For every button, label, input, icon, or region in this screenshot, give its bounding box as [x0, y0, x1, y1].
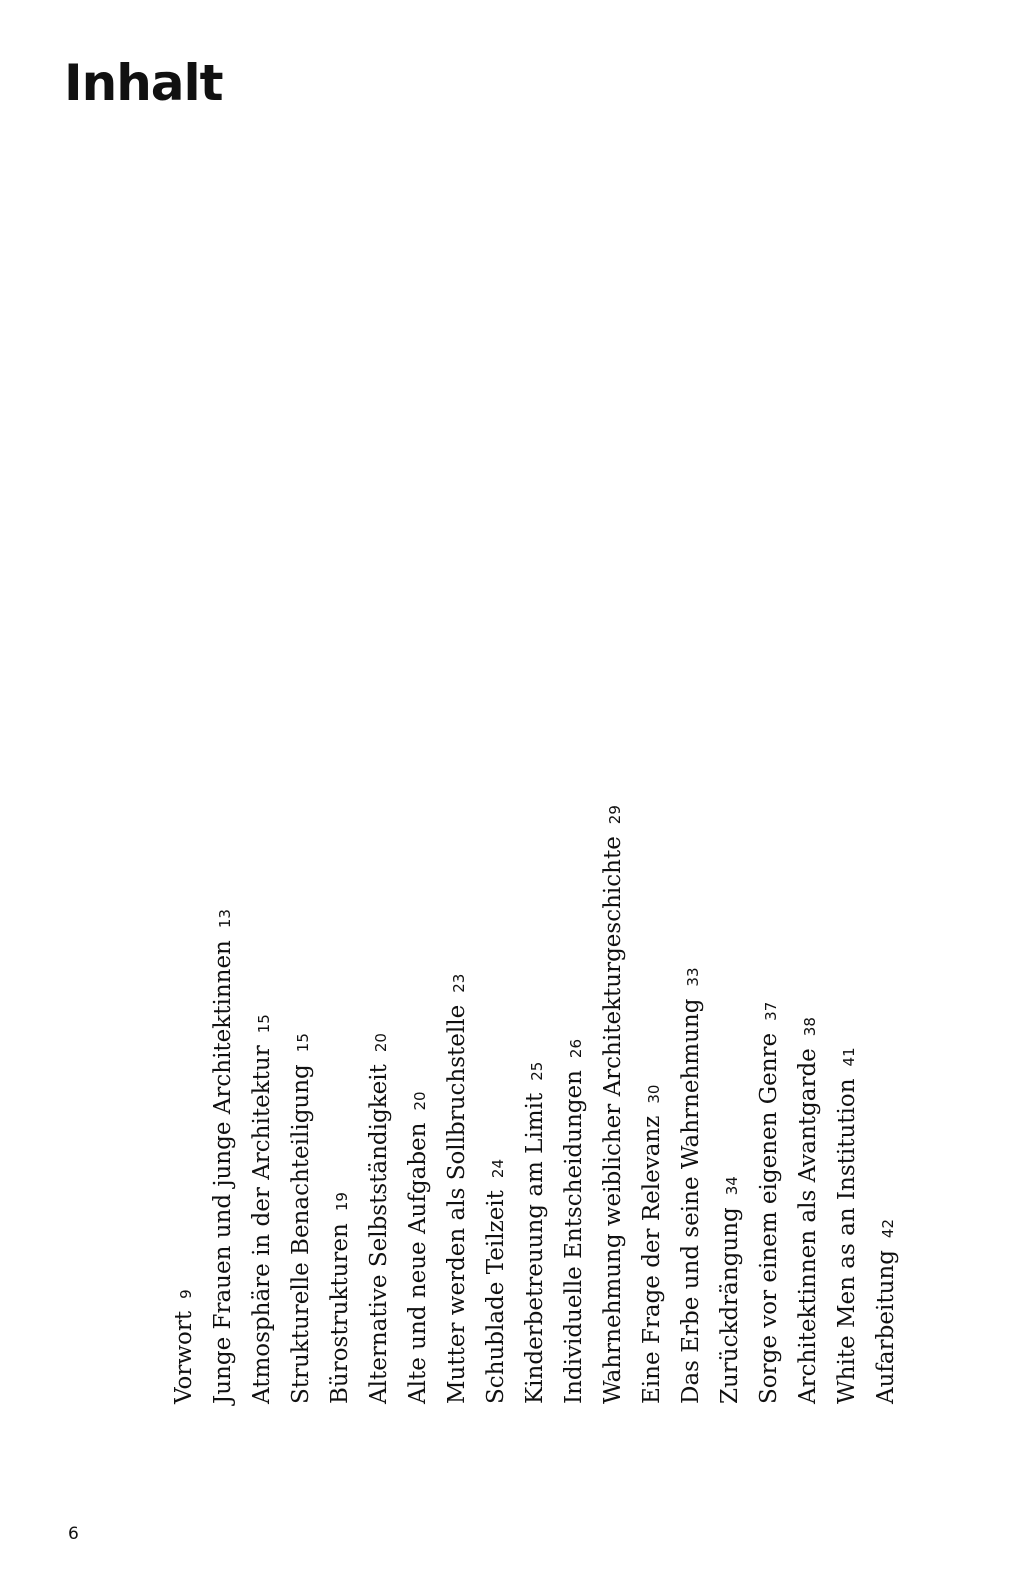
toc-entry-page: 25	[528, 1061, 546, 1081]
toc-entry-page: 15	[255, 1014, 273, 1034]
toc-entry-title: Mutter werden als Sollbruchstelle	[444, 1004, 470, 1404]
toc-entry	[321, 1192, 359, 1404]
toc-entry-page: 23	[450, 973, 468, 993]
toc-entry-title: Sorge vor einem eigenen Genre	[756, 1032, 782, 1404]
page-title: Inhalt	[64, 54, 223, 112]
toc-entry-page: 30	[645, 1084, 663, 1104]
toc-entry	[828, 1047, 866, 1404]
toc-entry	[399, 1091, 437, 1404]
toc-entry	[867, 1219, 905, 1404]
toc-entry-page: 13	[216, 909, 234, 929]
toc-entry	[672, 967, 710, 1404]
toc-entry-title: Junge Frauen und junge Architektinnen	[210, 940, 236, 1404]
toc-entry-page: 41	[840, 1047, 858, 1067]
toc-entry-title: Aufarbeitung	[873, 1250, 899, 1404]
toc-entry-title: White Men as an Institution	[834, 1078, 860, 1404]
toc-entry-title: Vorwort	[171, 1310, 197, 1404]
toc-entry-title: Kinderbetreuung am Limit	[522, 1092, 548, 1404]
toc-entry-title: Eine Frage der Relevanz	[639, 1115, 665, 1404]
toc-entry-title: Alternative Selbstständigkeit	[366, 1064, 392, 1404]
toc-entry-title: Bürostrukturen	[327, 1223, 353, 1404]
toc-entry	[477, 1159, 515, 1404]
page-number: 6	[68, 1524, 79, 1544]
toc-entry-title: Wahrnehmung weiblicher Architekturgeschichte	[600, 836, 626, 1404]
toc-entry-title: Architektinnen als Avantgarde	[795, 1048, 821, 1404]
toc-entry-page: 38	[801, 1017, 819, 1037]
toc-entry-page: 29	[606, 805, 624, 825]
toc-entry-page: 33	[684, 967, 702, 987]
toc-entry	[789, 1017, 827, 1404]
toc-entry-page: 15	[294, 1033, 312, 1053]
toc-entry-page: 24	[489, 1158, 507, 1179]
toc-entry-title: Atmosphäre in der Architektur	[249, 1045, 275, 1404]
toc-entry-title: Zurückdrängung	[717, 1207, 743, 1404]
toc-entry	[594, 805, 632, 1404]
toc-entry	[360, 1033, 398, 1404]
toc-entry-page: 42	[879, 1218, 897, 1239]
toc-entry-page: 20	[411, 1091, 429, 1111]
toc-entry	[438, 974, 476, 1404]
toc-entry-page: 19	[333, 1192, 351, 1212]
toc-entry	[633, 1085, 671, 1404]
toc-entry-title: Strukturelle Benachteiligung	[288, 1064, 314, 1404]
toc-entry-page: 34	[723, 1176, 741, 1196]
toc-entry-page: 20	[372, 1033, 390, 1053]
toc-entry	[555, 1039, 593, 1404]
toc-entry	[750, 1002, 788, 1404]
toc-entry	[165, 1289, 203, 1404]
toc-entry	[711, 1176, 749, 1404]
toc-entry-title: Individuelle Entscheidungen	[561, 1070, 587, 1404]
toc-entry	[282, 1033, 320, 1404]
toc-entry-page: 37	[762, 1001, 780, 1021]
toc-entry	[516, 1062, 554, 1404]
toc-entry-page: 26	[567, 1038, 585, 1059]
toc-entry-title: Schublade Teilzeit	[483, 1190, 509, 1404]
toc-entry	[243, 1014, 281, 1404]
toc-entry	[204, 909, 242, 1404]
toc-entry-page: 9	[177, 1289, 195, 1299]
toc-entry-title: Das Erbe und seine Wahrnehmung	[678, 998, 704, 1404]
toc-entry-title: Alte und neue Aufgaben	[405, 1122, 431, 1404]
